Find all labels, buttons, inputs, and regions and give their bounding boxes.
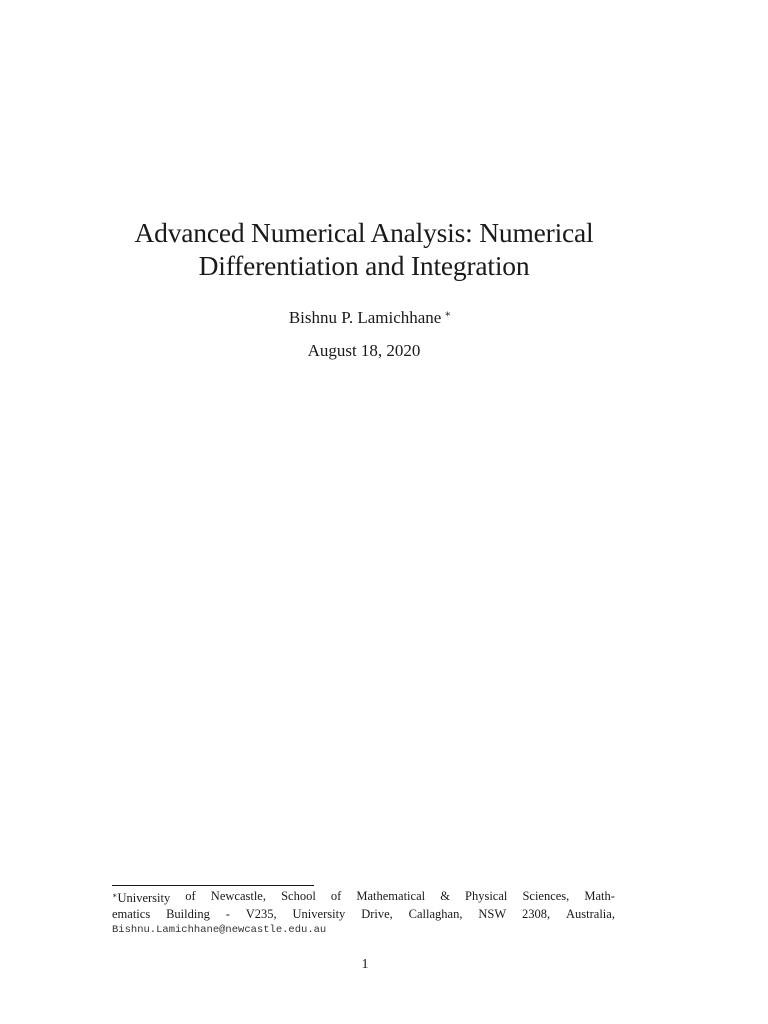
footnote-word: Drive, xyxy=(361,907,393,921)
footnote-line-2 xyxy=(112,906,615,922)
footnote-word: & xyxy=(440,889,450,903)
title-line-1: Advanced Numerical Analysis: Numerical xyxy=(134,217,594,248)
footnote-word: of xyxy=(330,889,342,903)
footnote-line-1 xyxy=(112,888,615,906)
paper-date: August 18, 2020 xyxy=(307,341,421,360)
footnote-rule xyxy=(112,885,314,886)
footnote-word: Australia, xyxy=(566,907,615,921)
footnote-word: Building xyxy=(166,907,210,921)
author-name: Bishnu P. Lamichhane xyxy=(288,308,442,327)
footnote-word: University xyxy=(292,907,346,921)
page-number: 1 xyxy=(361,957,369,972)
footnote-word: - xyxy=(225,907,230,921)
footnote-word: Mathematical xyxy=(356,889,426,903)
title-line-2: Differentiation and Integration xyxy=(198,250,530,281)
footnote xyxy=(112,888,615,938)
footnote-word: Sciences, xyxy=(522,889,570,903)
footnote-word: School xyxy=(281,889,316,903)
footnote-word: Physical xyxy=(465,889,508,903)
author-email: Bishnu.Lamichhane@newcastle.edu.au xyxy=(112,924,327,936)
footnote-word: ematics xyxy=(112,907,151,921)
author-footnote-mark: ∗ xyxy=(444,309,452,320)
footnote-word: of xyxy=(185,889,196,903)
paper-title xyxy=(100,216,628,282)
author-line xyxy=(0,305,740,328)
footnote-word: Newcastle, xyxy=(210,889,266,903)
footnote-word: Callaghan, xyxy=(408,907,463,921)
footnote-word: NSW xyxy=(478,907,507,921)
footnote-word: Math- xyxy=(584,889,615,903)
footnote-word: ∗University xyxy=(112,891,171,905)
footnote-mark: ∗ xyxy=(112,891,118,900)
footnote-word: 2308, xyxy=(522,907,551,921)
footnote-word: V235, xyxy=(245,907,277,921)
